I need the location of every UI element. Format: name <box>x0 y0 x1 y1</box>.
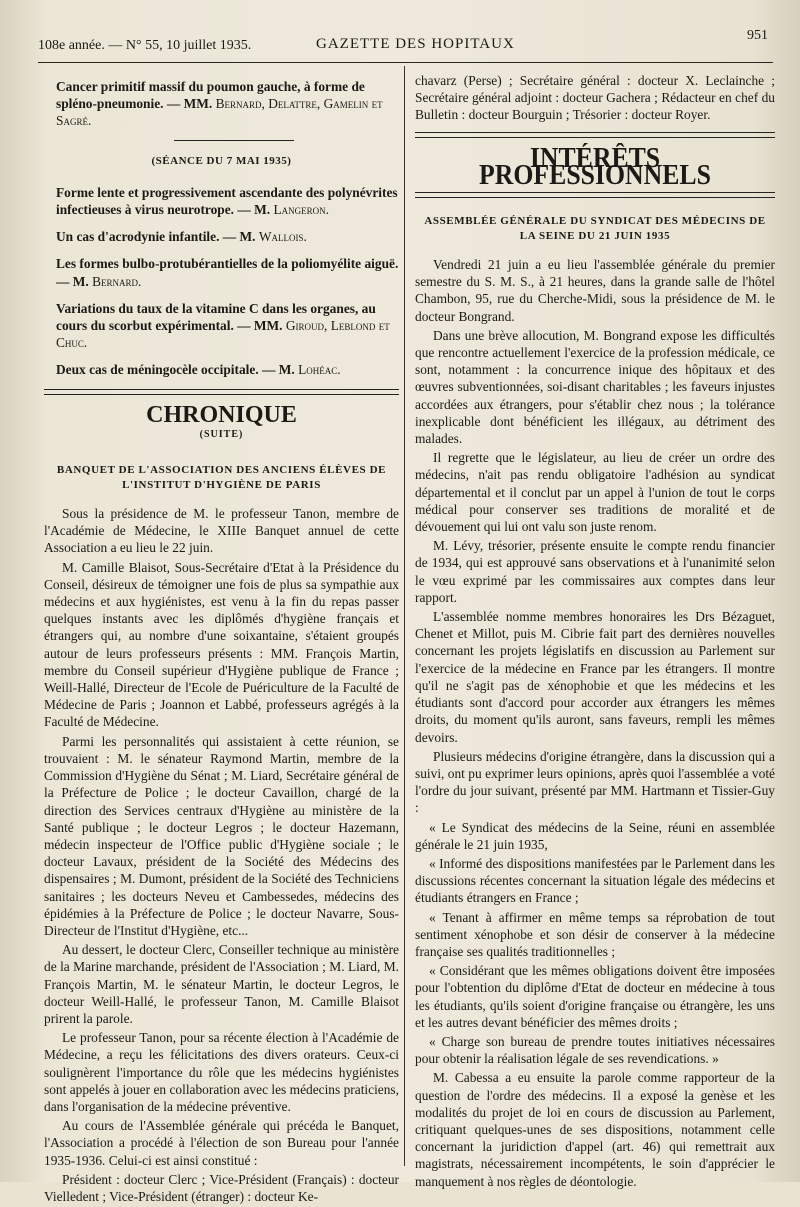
section-suite: (SUITE) <box>199 428 244 440</box>
article-heading: ASSEMBLÉE GÉNÉRALE DU SYNDICAT DES MÉDECINS DE LA SEINE DU 21 JUIN 1935 <box>424 215 766 243</box>
communication-title: Forme lente et progressivement ascendante des polynévrites infectieuses à virus neurotrope. — M. <box>56 184 398 218</box>
communication-authors: Wallois. <box>258 229 307 245</box>
article-paragraph: L'assemblée nomme membres honoraires les Drs Bézaguet, Chenet et Millot, puis M. Cibrie fait part des dernières nouvelles concernant les projets législatifs en discussion au Parlement sur l'exercice de la médecine en France par les étrangers. Il montre qu'il ne s'agit pas de xénophobie et que les médecins et les étudiants sont d'accord pour accorder aux étrangers les mêmes droits, du moment qu'ils auront, sans faveurs, rempli les mêmes devoirs. <box>415 609 775 745</box>
communication-item <box>56 361 399 378</box>
section-rule <box>415 192 775 198</box>
resolution-quote: « Charge son bureau de prendre toutes initiatives nécessaires pour obtenir la réalisation légale de ses revendications. » <box>415 1033 775 1067</box>
article-paragraph: M. Cabessa a eu ensuite la parole comme rapporteur de la question de l'ordre des médecins. Il a exposé la genèse et les modalités du projet de loi en cours de discussion au Parlement, critiquant quelques-unes de ses dispositions, notamment celle concernant la juridiction d'appel (art. 46) qui remettrait aux magistrats, nécessairement incompétents, le soin d'apprécier le manquement à nos règles de déontologie. <box>415 1070 775 1189</box>
communication-authors: Giroud, Leblond et Chuc. <box>56 318 390 351</box>
section-title: CHRONIQUE <box>146 401 297 428</box>
article-paragraph: Dans une brève allocution, M. Bongrand expose les difficultés que rencontre actuellement l'exercice de la profession médicale, ce sont, notamment : la concurrence inique des hôpitaux et des œuvres subventionnées, soi-disant charitables ; les faveurs injustes accordées aux étrangers, pour s'établir chez nous ; la tolérance inexplicable dont bénéficient les illégaux, au détriment des malades. <box>415 327 775 447</box>
article-heading: BANQUET DE L'ASSOCIATION DES ANCIENS ÉLÈVES DE L'INSTITUT D'HYGIÈNE DE PARIS <box>56 464 387 492</box>
resolution-quote: « Considérant que les mêmes obligations doivent être imposées pour l'obtention du diplôme d'Etat de docteur en médecine à tous les étudiants, qu'ils soient d'origine française ou étrangère, les uns et les autres devant bénéficier des mêmes droits ; <box>415 963 775 1030</box>
article-paragraph: Le professeur Tanon, pour sa récente élection à l'Académie de Médecine, a reçu les félicitations des divers orateurs. Ceux-ci soulignèrent l'importance du rôle que les médecins hygiénistes sont appelés à jouer en collaboration avec les médecins praticiens, dans l'organisation de la médecine préventive. <box>44 1030 399 1114</box>
communication-title: Deux cas de méningocèle occipitale. — M. <box>56 362 295 378</box>
resolution-quote: « Le Syndicat des médecins de la Seine, réuni en assemblée générale le 21 juin 1935, <box>415 819 775 852</box>
article-paragraph: Président : docteur Clerc ; Vice-Président (Français) : docteur Vielledent ; Vice-Président (étranger) : docteur Ke- <box>44 1171 399 1204</box>
column-divider <box>404 66 405 1166</box>
article-paragraph: Il regrette que le législateur, au lieu de créer un ordre des médecins, n'ait pas rendu obligatoire l'adhésion au syndicat départemental et il conclut par un appel à l'union de tout le corps médical pour conserver ses traditions de moralité et de dévouement qui lui ont valu son juste renom. <box>415 450 775 535</box>
communication-authors: Langeron. <box>273 202 329 218</box>
article-paragraph: Sous la présidence de M. le professeur Tanon, membre de l'Académie de Médecine, le XIIIe Banquet annuel de cette Association a eu lieu le 22 juin. <box>44 506 399 556</box>
seance-date: (SÉANCE DU 7 MAI 1935) <box>151 154 292 167</box>
communication-authors: Bernard, Delattre, Gamelin et Sagré. <box>56 96 383 129</box>
article-paragraph: chavarz (Perse) ; Secrétaire général : docteur X. Leclainche ; Secrétaire général adjoint : docteur Gachera ; Rédacteur en chef du Bulletin : docteur Bourguin ; Trésorier : docteur Royer. <box>415 73 775 123</box>
short-rule <box>174 140 294 141</box>
communication-title: Variations du taux de la vitamine C dans les organes, au cours du scorbut expérimental. — MM. <box>56 300 376 334</box>
right-column <box>415 72 775 1192</box>
issue-info: 108e année. — N° 55, 10 juillet 1935. <box>38 38 252 53</box>
communication-title: Cancer primitif massif du poumon gauche, à forme de spléno-pneumonie. — MM. <box>56 79 365 112</box>
communication-authors: Bernard. <box>92 273 142 289</box>
journal-title: GAZETTE DES HOPITAUX <box>316 36 515 52</box>
communication-item <box>56 184 399 218</box>
header-rule <box>38 62 773 63</box>
article-paragraph: Au dessert, le docteur Clerc, Conseiller technique au ministère de la Marine marchande, président de l'Association ; M. Liard, M. François Martin, M. le sénateur Martin, le docteur Legros, le docteur Weill-Hallé, le professeur Tanon, M. Camille Blaisot prirent la parole. <box>44 942 399 1026</box>
section-title: INTÉRÊTS PROFESSIONNELS <box>479 142 711 191</box>
communication-item <box>56 300 399 352</box>
article-paragraph: Au cours de l'Assemblée générale qui précéda le Banquet, l'Association a procédé à l'élection de son Bureau pour l'année 1935-1936. Celui-ci est ainsi constitué : <box>44 1118 399 1168</box>
section-rule <box>415 132 775 138</box>
communication-authors: Lohéac. <box>298 362 341 378</box>
article-paragraph: Vendredi 21 juin a eu lieu l'assemblée générale du premier semestre du S. M. S., à 21 heures, dans la grande salle de l'hôtel Chambon, 95, rue du Cherche-Midi, sous la présidence de M. le docteur Bongrand. <box>415 257 775 324</box>
resolution-quote: « Informé des dispositions manifestées par le Parlement dans les discussions récentes concernant la situation légale des médecins et étudiants étrangers en France ; <box>415 855 775 906</box>
communication-item <box>56 255 399 289</box>
article-paragraph: Plusieurs médecins d'origine étrangère, dans la discussion qui a suivi, ont pu exprimer leurs opinions, après quoi l'assemblée a voté l'ordre du jour suivant, présenté par MM. Hartmann et Tissier-Guy : <box>415 748 775 816</box>
left-column <box>44 72 399 1207</box>
section-rule <box>44 389 399 395</box>
article-paragraph: Parmi les personnalités qui assistaient à cette réunion, se trouvaient : M. le sénateur Raymond Martin, membre de la Commission d'Hygiène du Sénat ; M. Liard, Secrétaire général de la Préfecture de Police ; le docteur Cavaillon, chargé de la direction des Services centraux d'Hygiène au ministère de la Santé publique ; le docteur Legros ; le docteur Hazemann, médecin inspecteur de l'Office public d'Hygiène sociale ; le docteur Lavaux, président de la Société des Médecins des dispensaires ; M. Dumont, président de la Société des Techniciens sanitaires ; les docteurs Neveu et Cambessedes, médecins des épidémies à la Préfecture de Police ; le docteur Navarre, Sous-Directeur de l'Institut d'Hygiène, etc... <box>44 733 399 938</box>
communication-title: Un cas d'acrodynie infantile. — M. <box>56 229 256 245</box>
page-number: 951 <box>747 28 768 43</box>
article-paragraph: M. Camille Blaisot, Sous-Secrétaire d'Etat à la Présidence du Conseil, désireux de témoigner une fois de plus sa sympathie aux médecins et aux hygiénistes, est venu à la fin du repas passer quelques instants avec les diplômés d'hygiène français et étrangers qui, au nombre d'une soixantaine, s'étaient groupés autour de leurs professeurs présents : MM. François Martin, membre du Conseil supérieur d'Hygiène publique de France ; Weill-Hallé, Directeur de l'Ecole de Puériculture de la Faculté de Médecine de Paris ; Joannon et Labbé, professeurs agrégés à la Faculté de Médecine. <box>44 559 399 730</box>
page-header <box>38 28 768 58</box>
resolution-quote: « Tenant à affirmer en même temps sa réprobation de tout sentiment xénophobe et son désir de conserver à la médecine française ses qualités traditionnelles ; <box>415 909 775 959</box>
communication-item <box>56 228 399 245</box>
communication-item <box>56 78 399 130</box>
communication-title: Les formes bulbo-protubérantielles de la poliomyélite aiguë. — M. <box>56 256 399 289</box>
article-paragraph: M. Lévy, trésorier, présente ensuite le compte rendu financier de 1934, qui est approuvé sans observations et à l'unanimité selon le vœu exprimé par les commissaires aux comptes dans leur rapport. <box>415 538 775 605</box>
